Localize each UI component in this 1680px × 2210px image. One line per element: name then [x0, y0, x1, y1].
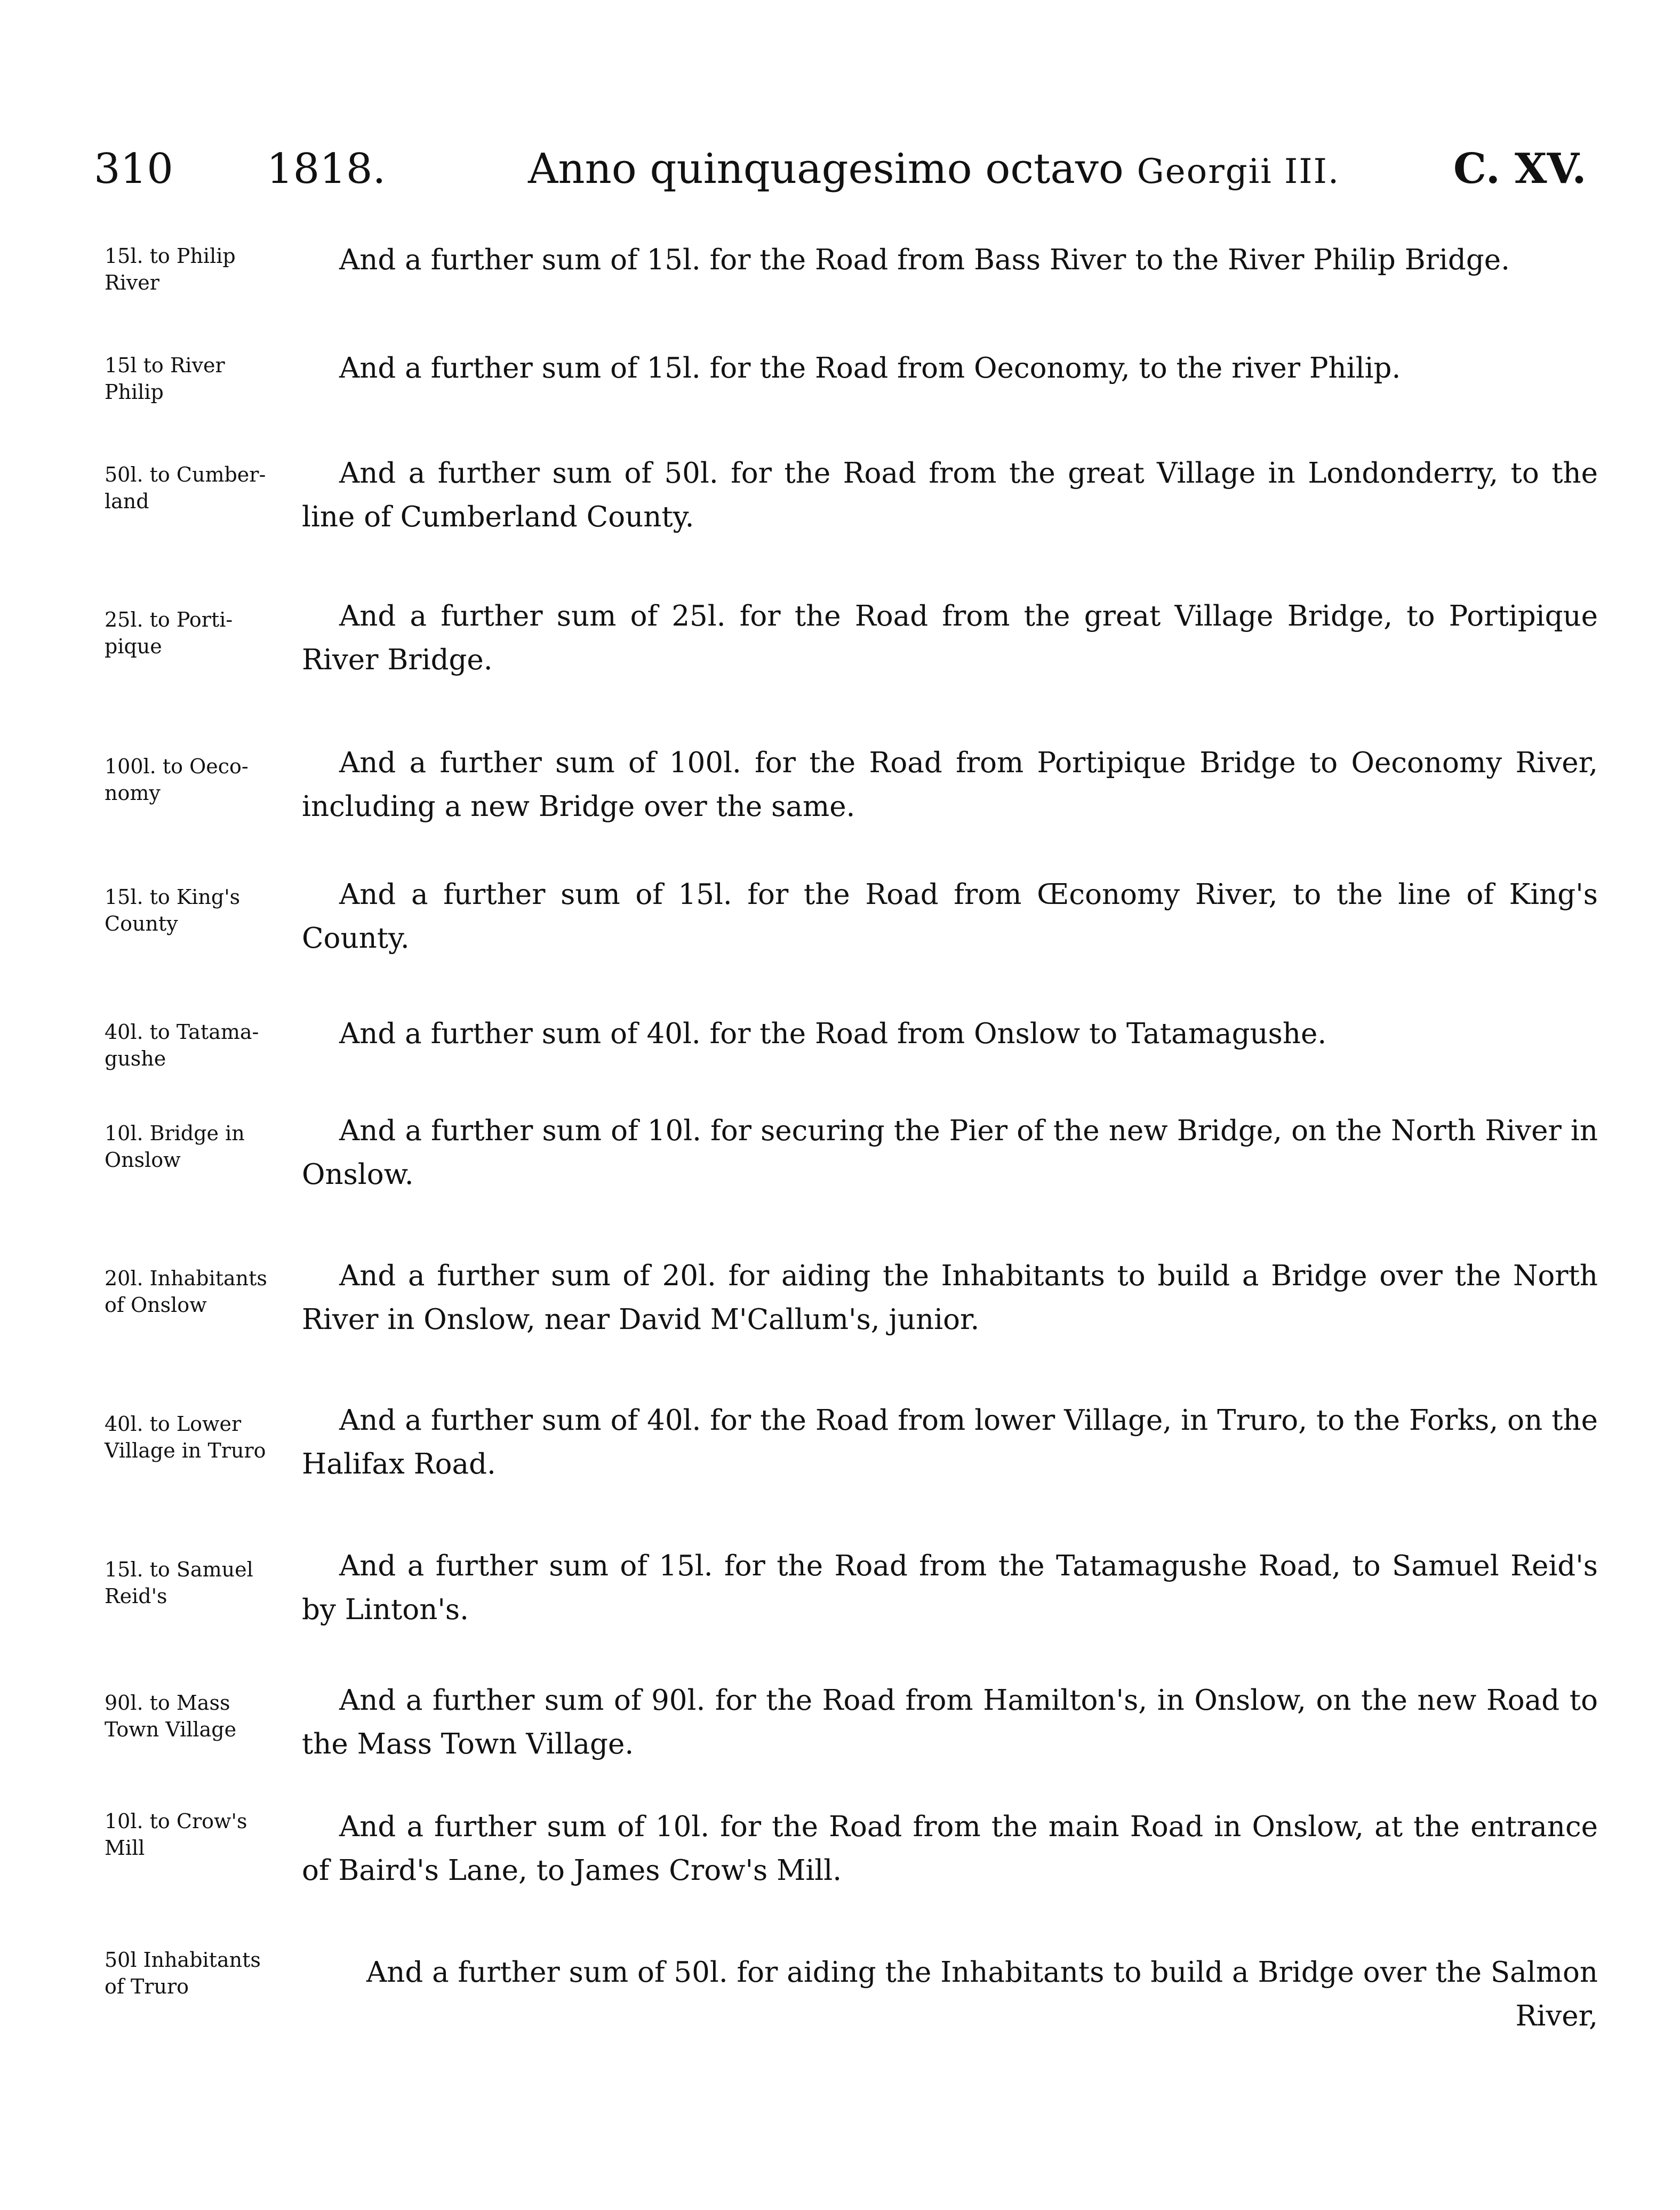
- entry-text: And a further sum of 50l. for the Road from the great Village in Londonderry, to the line of Cumberland County.: [302, 457, 1598, 533]
- header-title: [528, 145, 1340, 193]
- entry-text: And a further sum of 40l. for the Road from lower Village, in Truro, to the Forks, on the Halifax Road.: [302, 1404, 1598, 1480]
- margin-note: 90l. to Mass Town Village: [105, 1691, 237, 1741]
- page-number: 310: [94, 145, 173, 193]
- margin-note: 10l. to Crow's Mill: [105, 1809, 247, 1860]
- margin-note: 15l. to Philip River: [105, 244, 236, 294]
- margin-note: 20l. Inhabitants of Onslow: [105, 1267, 267, 1317]
- entry-text: And a further sum of 40l. for the Road from Onslow to Tatamagushe.: [339, 1018, 1327, 1050]
- entry-text: And a further sum of 25l. for the Road from the great Village Bridge, to Portipique River Bridge.: [302, 600, 1598, 676]
- header-year: 1818.: [267, 145, 386, 193]
- entry-text: And a further sum of 90l. for the Road from Hamilton's, in Onslow, on the new Road to the Mass Town Village.: [302, 1684, 1598, 1760]
- margin-note: 15l. to King's County: [105, 885, 241, 935]
- margin-note: 50l Inhabitants of Truro: [105, 1948, 261, 1998]
- margin-note: 40l. to Lower Village in Truro: [105, 1412, 266, 1462]
- margin-note: 50l. to Cumber- land: [105, 463, 266, 513]
- entry-text: And a further sum of 15l. for the Road from Bass River to the River Philip Bridge.: [339, 244, 1510, 276]
- entry-text: And a further sum of 100l. for the Road from Portipique Bridge to Oeconomy River, including a new Bridge over the same.: [302, 747, 1598, 823]
- entry-text: And a further sum of 10l. for the Road from the main Road in Onslow, at the entrance of Baird's Lane, to James Crow's Mill.: [302, 1811, 1598, 1887]
- chapter-number: C. XV.: [1453, 145, 1587, 193]
- entry-text: And a further sum of 20l. for aiding the Inhabitants to build a Bridge over the North River in Onslow, near David M'Callum's, junior.: [302, 1260, 1598, 1336]
- margin-note: 15l. to Samuel Reid's: [105, 1558, 253, 1608]
- entry-text: And a further sum of 15l. for the Road from the Tatamagushe Road, to Samuel Reid's by Linton's.: [302, 1550, 1598, 1626]
- entry-text: And a further sum of 15l. for the Road from Oeconomy, to the river Philip.: [339, 352, 1401, 385]
- entry-text: And a further sum of 15l. for the Road from Œconomy River, to the line of King's County.: [302, 878, 1598, 955]
- header-title-caps: Georgii III.: [1137, 152, 1340, 191]
- margin-note: 25l. to Porti- pique: [105, 608, 233, 658]
- margin-note: 15l to River Philip: [105, 354, 225, 404]
- entry-text: And a further sum of 10l. for securing the Pier of the new Bridge, on the North River in Onslow.: [302, 1115, 1598, 1191]
- header-title-plain: Anno quinquagesimo octavo: [528, 145, 1124, 193]
- entry-text: And a further sum of 50l. for aiding the Inhabitants to build a Bridge over the Salmon River,: [366, 1956, 1598, 2032]
- margin-note: 10l. Bridge in Onslow: [105, 1122, 245, 1172]
- margin-note: 100l. to Oeco- nomy: [105, 755, 249, 805]
- margin-note: 40l. to Tatama- gushe: [105, 1020, 259, 1070]
